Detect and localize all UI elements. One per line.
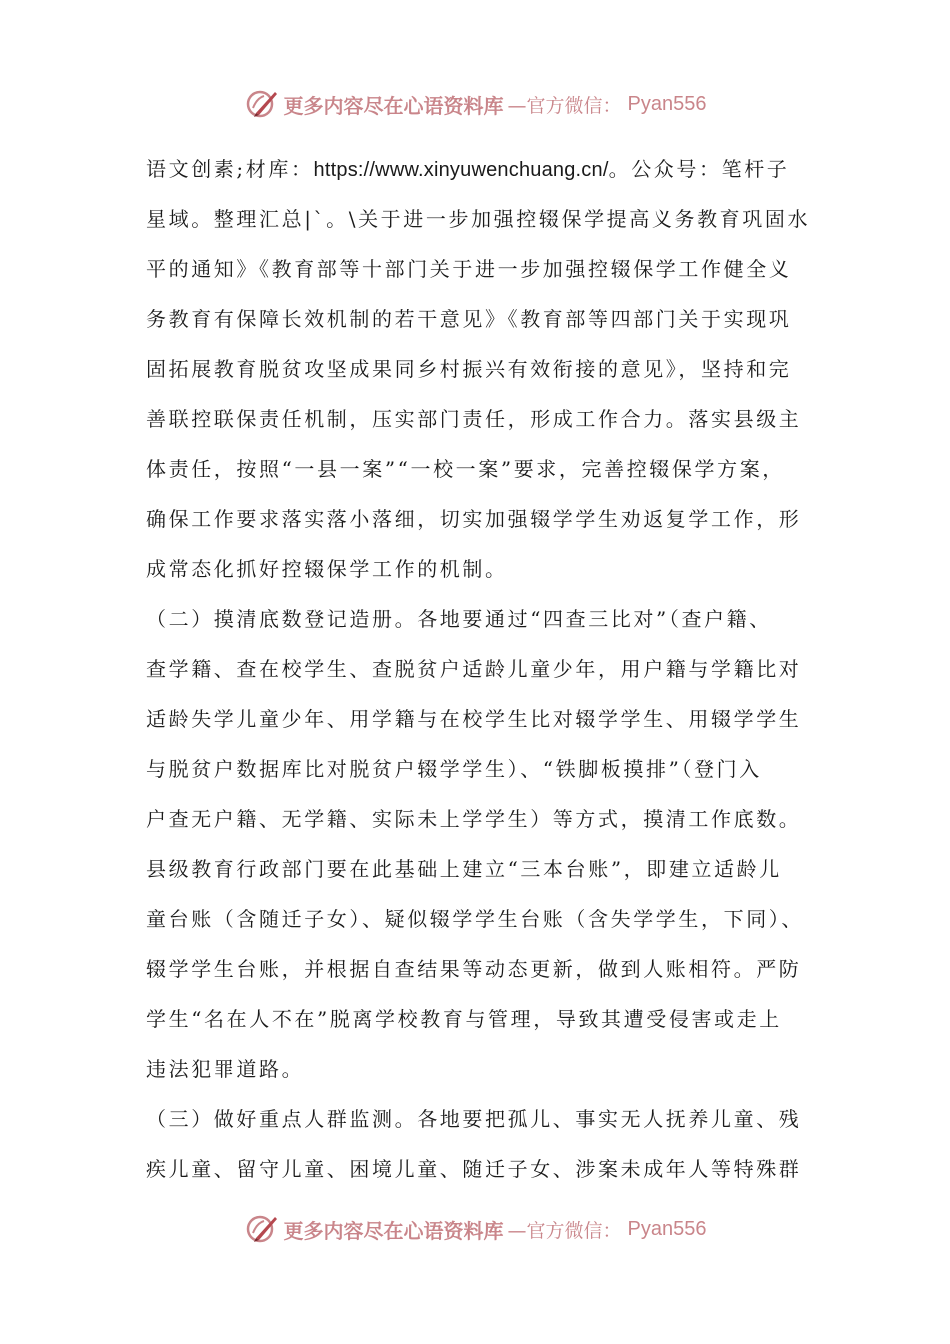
body-line: 辍学学生台账，并根据自查结果等动态更新，做到人账相符。严防 (146, 957, 802, 981)
line-text: 。公众号：笔杆子 (608, 157, 790, 181)
body-line: 学生“名在人不在”脱离学校教育与管理，导致其遭受侵害或走上 (146, 1007, 782, 1031)
body-line: 星域。整理汇总|`。\关于进一步加强控辍保学提高义务教育巩固水 (146, 207, 811, 231)
website-url: https://www.xinyuwenchuang.cn/ (313, 159, 609, 181)
footer-official-text: —官方微信： (507, 1219, 622, 1242)
line-text: 语文创素;材库： (146, 157, 314, 181)
footer-brand-text: 更多内容尽在心语资料库 (283, 1218, 504, 1243)
body-line: 善联控联保责任机制，压实部门责任，形成工作合力。落实县级主 (146, 407, 802, 431)
body-line: 与脱贫户数据库比对脱贫户辍学学生）、“铁脚板摸排”（登门入 (146, 757, 762, 781)
header-wechat-id: Pyan556 (627, 92, 707, 115)
body-line: 查学籍、查在校学生、查脱贫户适龄儿童少年，用户籍与学籍比对 (146, 657, 802, 681)
body-line: 疾儿童、留守儿童、困境儿童、随迁子女、涉案未成年人等特殊群 (146, 1157, 802, 1181)
body-line: 户查无户籍、无学籍、实际未上学学生）等方式，摸清工作底数。 (146, 807, 802, 831)
body-line: 固拓展教育脱贫攻坚成果同乡村振兴有效衔接的意见》，坚持和完 (146, 357, 792, 381)
header-official-text: —官方微信： (507, 94, 622, 117)
document-body (146, 144, 826, 1194)
body-line: 务教育有保障长效机制的若干意见》《教育部等四部门关于实现巩 (146, 307, 792, 331)
footer-banner (0, 1209, 950, 1249)
header-brand-text: 更多内容尽在心语资料库 (283, 93, 504, 118)
body-line: （二）摸清底数登记造册。各地要通过“四查三比对”（查户籍、 (146, 607, 772, 631)
body-line: 适龄失学儿童少年、用学籍与在校学生比对辍学学生、用辍学学生 (146, 707, 802, 731)
body-line: 违法犯罪道路。 (146, 1057, 305, 1081)
footer-wechat-id: Pyan556 (627, 1217, 707, 1240)
body-line: 确保工作要求落实落小落细，切实加强辍学学生劝返复学工作，形 (146, 507, 802, 531)
pen-logo-icon (244, 86, 280, 122)
body-line: 体责任，按照“一县一案”“一校一案”要求，完善控辍保学方案， (146, 457, 785, 481)
body-line: 平的通知》《教育部等十部门关于进一步加强控辍保学工作健全义 (146, 257, 792, 281)
body-line: 童台账（含随迁子女）、疑似辍学学生台账（含失学学生，下同）、 (146, 907, 804, 931)
body-line: 成常态化抓好控辍保学工作的机制。 (146, 557, 508, 581)
body-line (146, 144, 826, 194)
body-line: 县级教育行政部门要在此基础上建立“三本台账”，即建立适龄儿 (146, 857, 782, 881)
pen-logo-icon (244, 1211, 280, 1247)
header-banner (0, 84, 950, 124)
body-line: （三）做好重点人群监测。各地要把孤儿、事实无人抚养儿童、残 (146, 1107, 802, 1131)
